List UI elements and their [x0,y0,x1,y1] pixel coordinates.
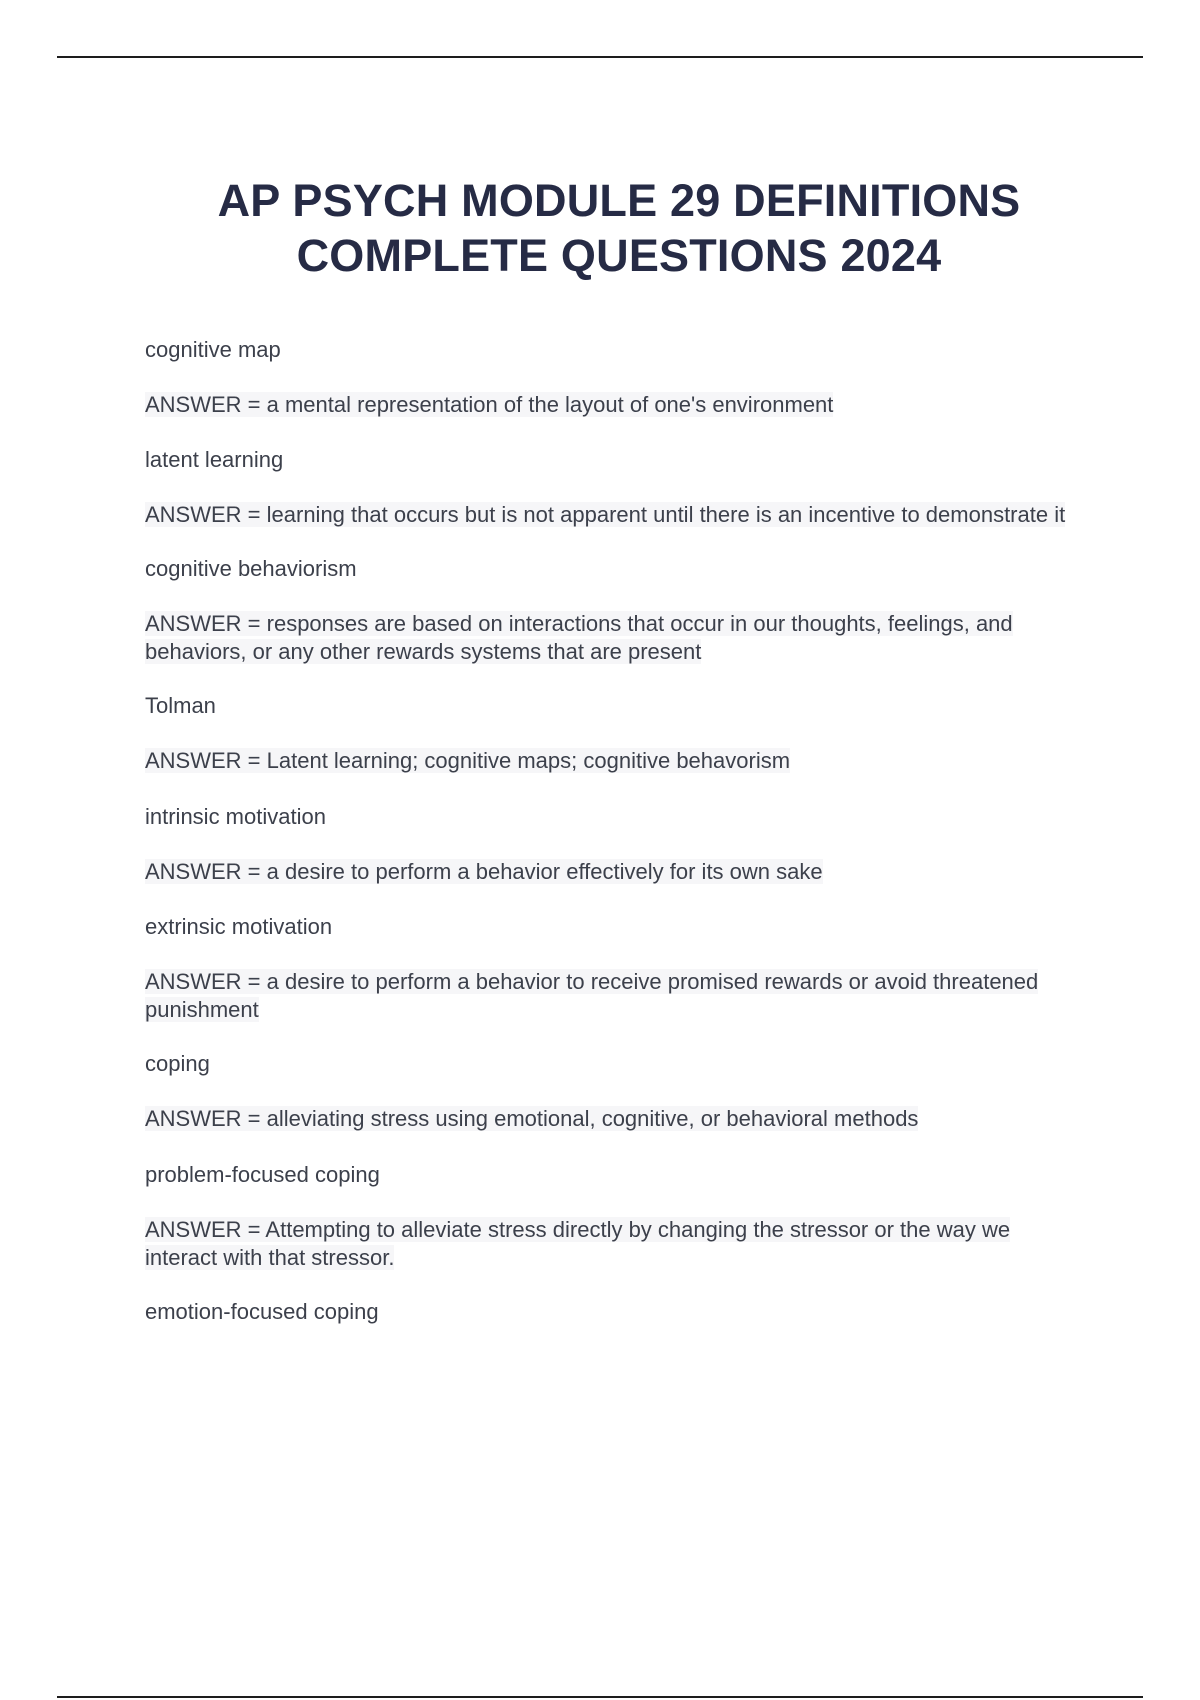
answer-highlight: ANSWER = Attempting to alleviate stress directly by changing the stressor or the way we interact with that stressor. [145,1217,1011,1270]
page-title [0,173,1200,283]
term-label: coping [145,1051,210,1076]
bottom-rule [57,1696,1143,1698]
term-label: emotion-focused coping [145,1299,379,1324]
answer-text [145,968,1075,1024]
term-label: cognitive map [145,337,281,362]
term-label: latent learning [145,447,284,472]
answer-highlight: ANSWER = a mental representation of the layout of one's environment [145,392,834,417]
term-label: intrinsic motivation [145,804,326,829]
answer-text [145,858,1075,886]
answer-text [145,610,1075,666]
definitions-list [145,336,1075,1326]
answer-highlight: ANSWER = a desire to perform a behavior to receive promised rewards or avoid threatened punishment [145,969,1039,1022]
term-label: Tolman [145,693,216,718]
answer-highlight: ANSWER = a desire to perform a behavior effectively for its own sake [145,859,823,884]
answer-highlight: ANSWER = alleviating stress using emotional, cognitive, or behavioral methods [145,1106,919,1131]
answer-highlight: ANSWER = learning that occurs but is not apparent until there is an incentive to demonstrate it [145,502,1066,527]
title-line-1: AP PSYCH MODULE 29 DEFINITIONS [217,175,1021,227]
term-label: cognitive behaviorism [145,556,357,581]
term-label: extrinsic motivation [145,914,333,939]
title-line-2: COMPLETE QUESTIONS 2024 [296,230,942,282]
top-rule [57,56,1143,58]
answer-text [145,1105,1075,1133]
answer-text [145,501,1075,529]
term-label: problem-focused coping [145,1162,380,1187]
answer-text [145,391,1075,419]
answer-highlight: ANSWER = Latent learning; cognitive maps; cognitive behavorism [145,748,791,773]
answer-text [145,1216,1075,1272]
answer-highlight: ANSWER = responses are based on interactions that occur in our thoughts, feelings, and behaviors, or any other rewards systems that are present [145,611,1013,664]
answer-text [145,747,1075,775]
